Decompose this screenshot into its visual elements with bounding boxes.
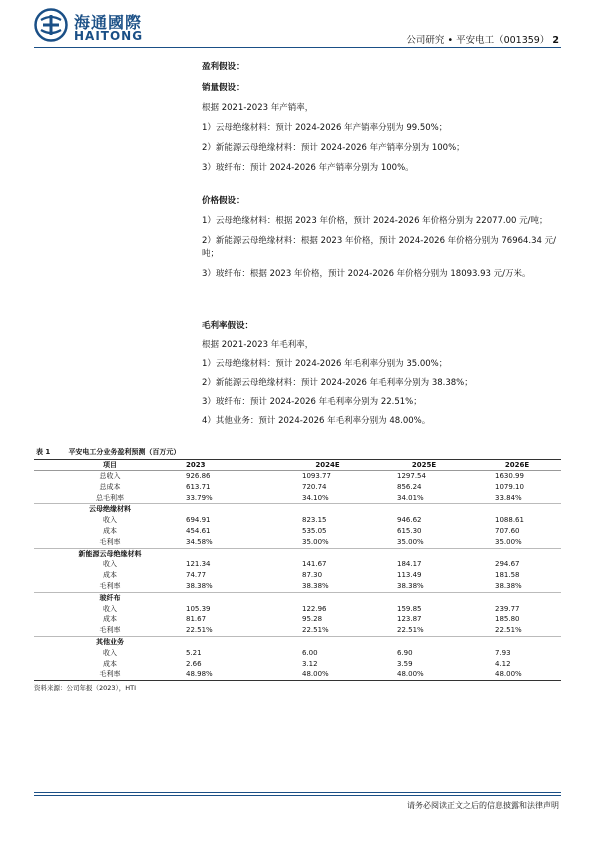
margin-item: 4）其他业务：预计 2024-2026 年毛利率分别为 48.00%。 [202,416,431,426]
table-cell: 3.12 [302,659,318,668]
table-row [34,659,561,670]
table-cell: 22.51% [473,625,561,636]
table-cell: 181.58 [495,571,520,580]
table-cell: 105.39 [186,604,211,613]
price-assumption-title: 价格假设： [202,196,245,206]
column-header: 2023 [186,460,280,471]
table-cell: 2.66 [186,659,202,668]
row-label: 成本 [103,526,117,535]
table-cell: 1297.54 [397,472,426,480]
table-row [34,570,561,581]
table-cell: 34.58% [186,537,280,548]
section-label: 玻纤布 [99,593,121,602]
table-cell: 38.38% [280,581,375,592]
table-row [34,537,561,548]
table-cell: 35.00% [375,537,473,548]
table-cell: 22.51% [375,625,473,636]
table-cell: 707.60 [495,526,520,535]
table-row [34,648,561,659]
table-row [34,614,561,625]
table-cell: 239.77 [495,604,520,613]
table-section-row [34,504,561,515]
table-cell: 613.71 [186,482,211,491]
table-cell: 74.77 [186,571,207,580]
table-row [34,493,561,504]
table-cell: 34.01% [375,493,473,504]
margin-item: 2）新能源云母绝缘材料：预计 2024-2026 年毛利率分别为 38.38%； [202,378,473,388]
section-label: 云母绝缘材料 [89,505,131,514]
header-divider [34,47,561,48]
column-header: 2024E [280,460,375,471]
table-source: 资料来源：公司年报（2023），HTI [34,684,137,693]
table-cell: 720.74 [302,482,327,491]
table-cell: 926.86 [186,472,211,480]
footer-divider [34,792,561,793]
table-cell: 6.90 [397,648,413,657]
table-row [34,526,561,537]
table-cell: 141.67 [302,560,327,569]
price-item: 2）新能源云母绝缘材料：根据 2023 年价格，预计 2024-2026 年价格分别为 76964.34 元/吨； [202,236,557,259]
row-label: 毛利率 [34,669,186,680]
table-cell: 35.00% [280,537,375,548]
table-row [34,581,561,592]
row-label: 收入 [103,604,117,613]
table-cell: 35.00% [473,537,561,548]
table-cell [280,592,375,603]
table-cell [375,636,473,647]
header-company: 公司研究 • 平安电工（001359） [406,35,550,46]
table-cell: 48.00% [280,669,375,680]
forecast-table [34,460,561,681]
table-cell [186,504,280,515]
sales-item: 3）玻纤布：预计 2024-2026 年产销率分别为 100%。 [202,163,414,173]
profit-assumption-title: 盈利假设： [202,62,245,72]
table-cell [186,592,280,603]
table-body [34,471,561,681]
table-caption: 平安电工分业务盈利预测（百万元） [68,448,181,456]
logo-chinese: 海通國際 [74,13,143,32]
table-cell [375,504,473,515]
haitong-logo [34,8,204,44]
logo-english: HAITONG [74,29,144,43]
table-cell: 22.51% [280,625,375,636]
table-row [34,559,561,570]
margin-assumption-title: 毛利率假设： [202,321,254,331]
table-row [34,625,561,636]
row-label: 成本 [103,659,117,668]
table-row [34,604,561,615]
table-cell: 823.15 [302,516,327,525]
table-cell [186,636,280,647]
table-cell: 454.61 [186,526,211,535]
table-header-row [34,460,561,471]
sales-assumption-title: 销量假设： [202,83,245,93]
table-cell: 3.59 [397,659,413,668]
haitong-logo-icon [34,8,68,42]
table-cell [280,504,375,515]
table-cell: 294.67 [495,560,520,569]
column-header: 2026E [473,460,561,471]
table-label: 表 1 [36,448,51,456]
page-number: 2 [552,35,559,46]
table-cell: 1079.10 [495,482,524,491]
table-cell: 5.21 [186,648,202,657]
table-cell: 48.00% [375,669,473,680]
table-section-row [34,636,561,647]
table-cell: 113.49 [397,571,422,580]
table-cell [375,592,473,603]
row-label: 成本 [103,615,117,624]
table-section-row [34,548,561,559]
table-cell: 535.05 [302,526,327,535]
table-cell: 1093.77 [302,472,331,480]
table-cell: 159.85 [397,604,422,613]
row-label: 收入 [103,648,117,657]
forecast-table-block [34,446,561,692]
sales-basis: 根据 2021-2023 年产销率， [202,103,314,113]
table-cell [473,592,561,603]
table-section-row [34,592,561,603]
table-row [34,515,561,526]
price-item: 1）云母绝缘材料：根据 2023 年价格，预计 2024-2026 年价格分别为 22077.00 元/吨； [202,216,548,226]
table-cell: 856.24 [397,482,422,491]
table-cell: 123.87 [397,615,422,624]
table-cell: 48.98% [186,669,280,680]
table-cell: 81.67 [186,615,207,624]
row-label: 总成本 [99,482,121,491]
row-label: 总毛利率 [34,493,186,504]
row-label: 成本 [103,571,117,580]
table-cell: 121.34 [186,560,211,569]
price-item: 3）玻纤布：根据 2023 年价格，预计 2024-2026 年价格分别为 18093.93 元/万米。 [202,269,531,279]
row-label: 毛利率 [34,537,186,548]
table-cell: 184.17 [397,560,422,569]
sales-assumptions [202,61,564,175]
table-row [34,482,561,493]
row-label: 毛利率 [34,625,186,636]
price-assumptions [202,195,564,281]
table-cell [280,548,375,559]
table-cell [473,504,561,515]
table-cell [473,548,561,559]
sales-item: 1）云母绝缘材料：预计 2024-2026 年产销率分别为 99.50%； [202,123,448,133]
table-cell: 95.28 [302,615,323,624]
table-cell: 1088.61 [495,516,524,525]
table-cell: 185.80 [495,615,520,624]
row-label: 毛利率 [34,581,186,592]
footer-disclaimer: 请务必阅读正文之后的信息披露和法律声明 [407,801,559,810]
table-cell: 694.91 [186,516,211,525]
table-row [34,471,561,482]
column-header: 项目 [34,460,186,471]
table-cell: 22.51% [186,625,280,636]
table-cell: 38.38% [375,581,473,592]
table-cell: 48.00% [473,669,561,680]
table-cell: 33.79% [186,493,280,504]
table-cell [473,636,561,647]
table-cell: 122.96 [302,604,327,613]
margin-basis: 根据 2021-2023 年毛利率， [202,340,314,350]
page-header [0,0,595,50]
table-cell: 38.38% [473,581,561,592]
table-cell: 38.38% [186,581,280,592]
table-cell: 7.93 [495,648,511,657]
table-cell: 615.30 [397,526,422,535]
table-cell [280,636,375,647]
margin-assumptions [202,320,564,428]
table-cell: 87.30 [302,571,323,580]
table-title [34,446,561,460]
table-cell [375,548,473,559]
table-cell: 34.10% [280,493,375,504]
row-label: 总收入 [99,472,121,480]
table-row [34,669,561,680]
sales-item: 2）新能源云母绝缘材料：预计 2024-2026 年产销率分别为 100%； [202,143,465,153]
table-cell: 1630.99 [495,472,524,480]
row-label: 收入 [103,560,117,569]
table-cell: 33.84% [473,493,561,504]
table-cell: 946.62 [397,516,422,525]
column-header: 2025E [375,460,473,471]
table-cell [186,548,280,559]
header-report-info [406,32,559,46]
row-label: 收入 [103,516,117,525]
margin-item: 3）玻纤布：预计 2024-2026 年毛利率分别为 22.51%； [202,397,422,407]
section-label: 新能源云母绝缘材料 [78,549,142,558]
footer-divider-thin [34,795,561,796]
margin-item: 1）云母绝缘材料：预计 2024-2026 年毛利率分别为 35.00%； [202,359,448,369]
table-cell: 4.12 [495,659,511,668]
table-cell: 6.00 [302,648,318,657]
section-label: 其他业务 [96,637,124,646]
